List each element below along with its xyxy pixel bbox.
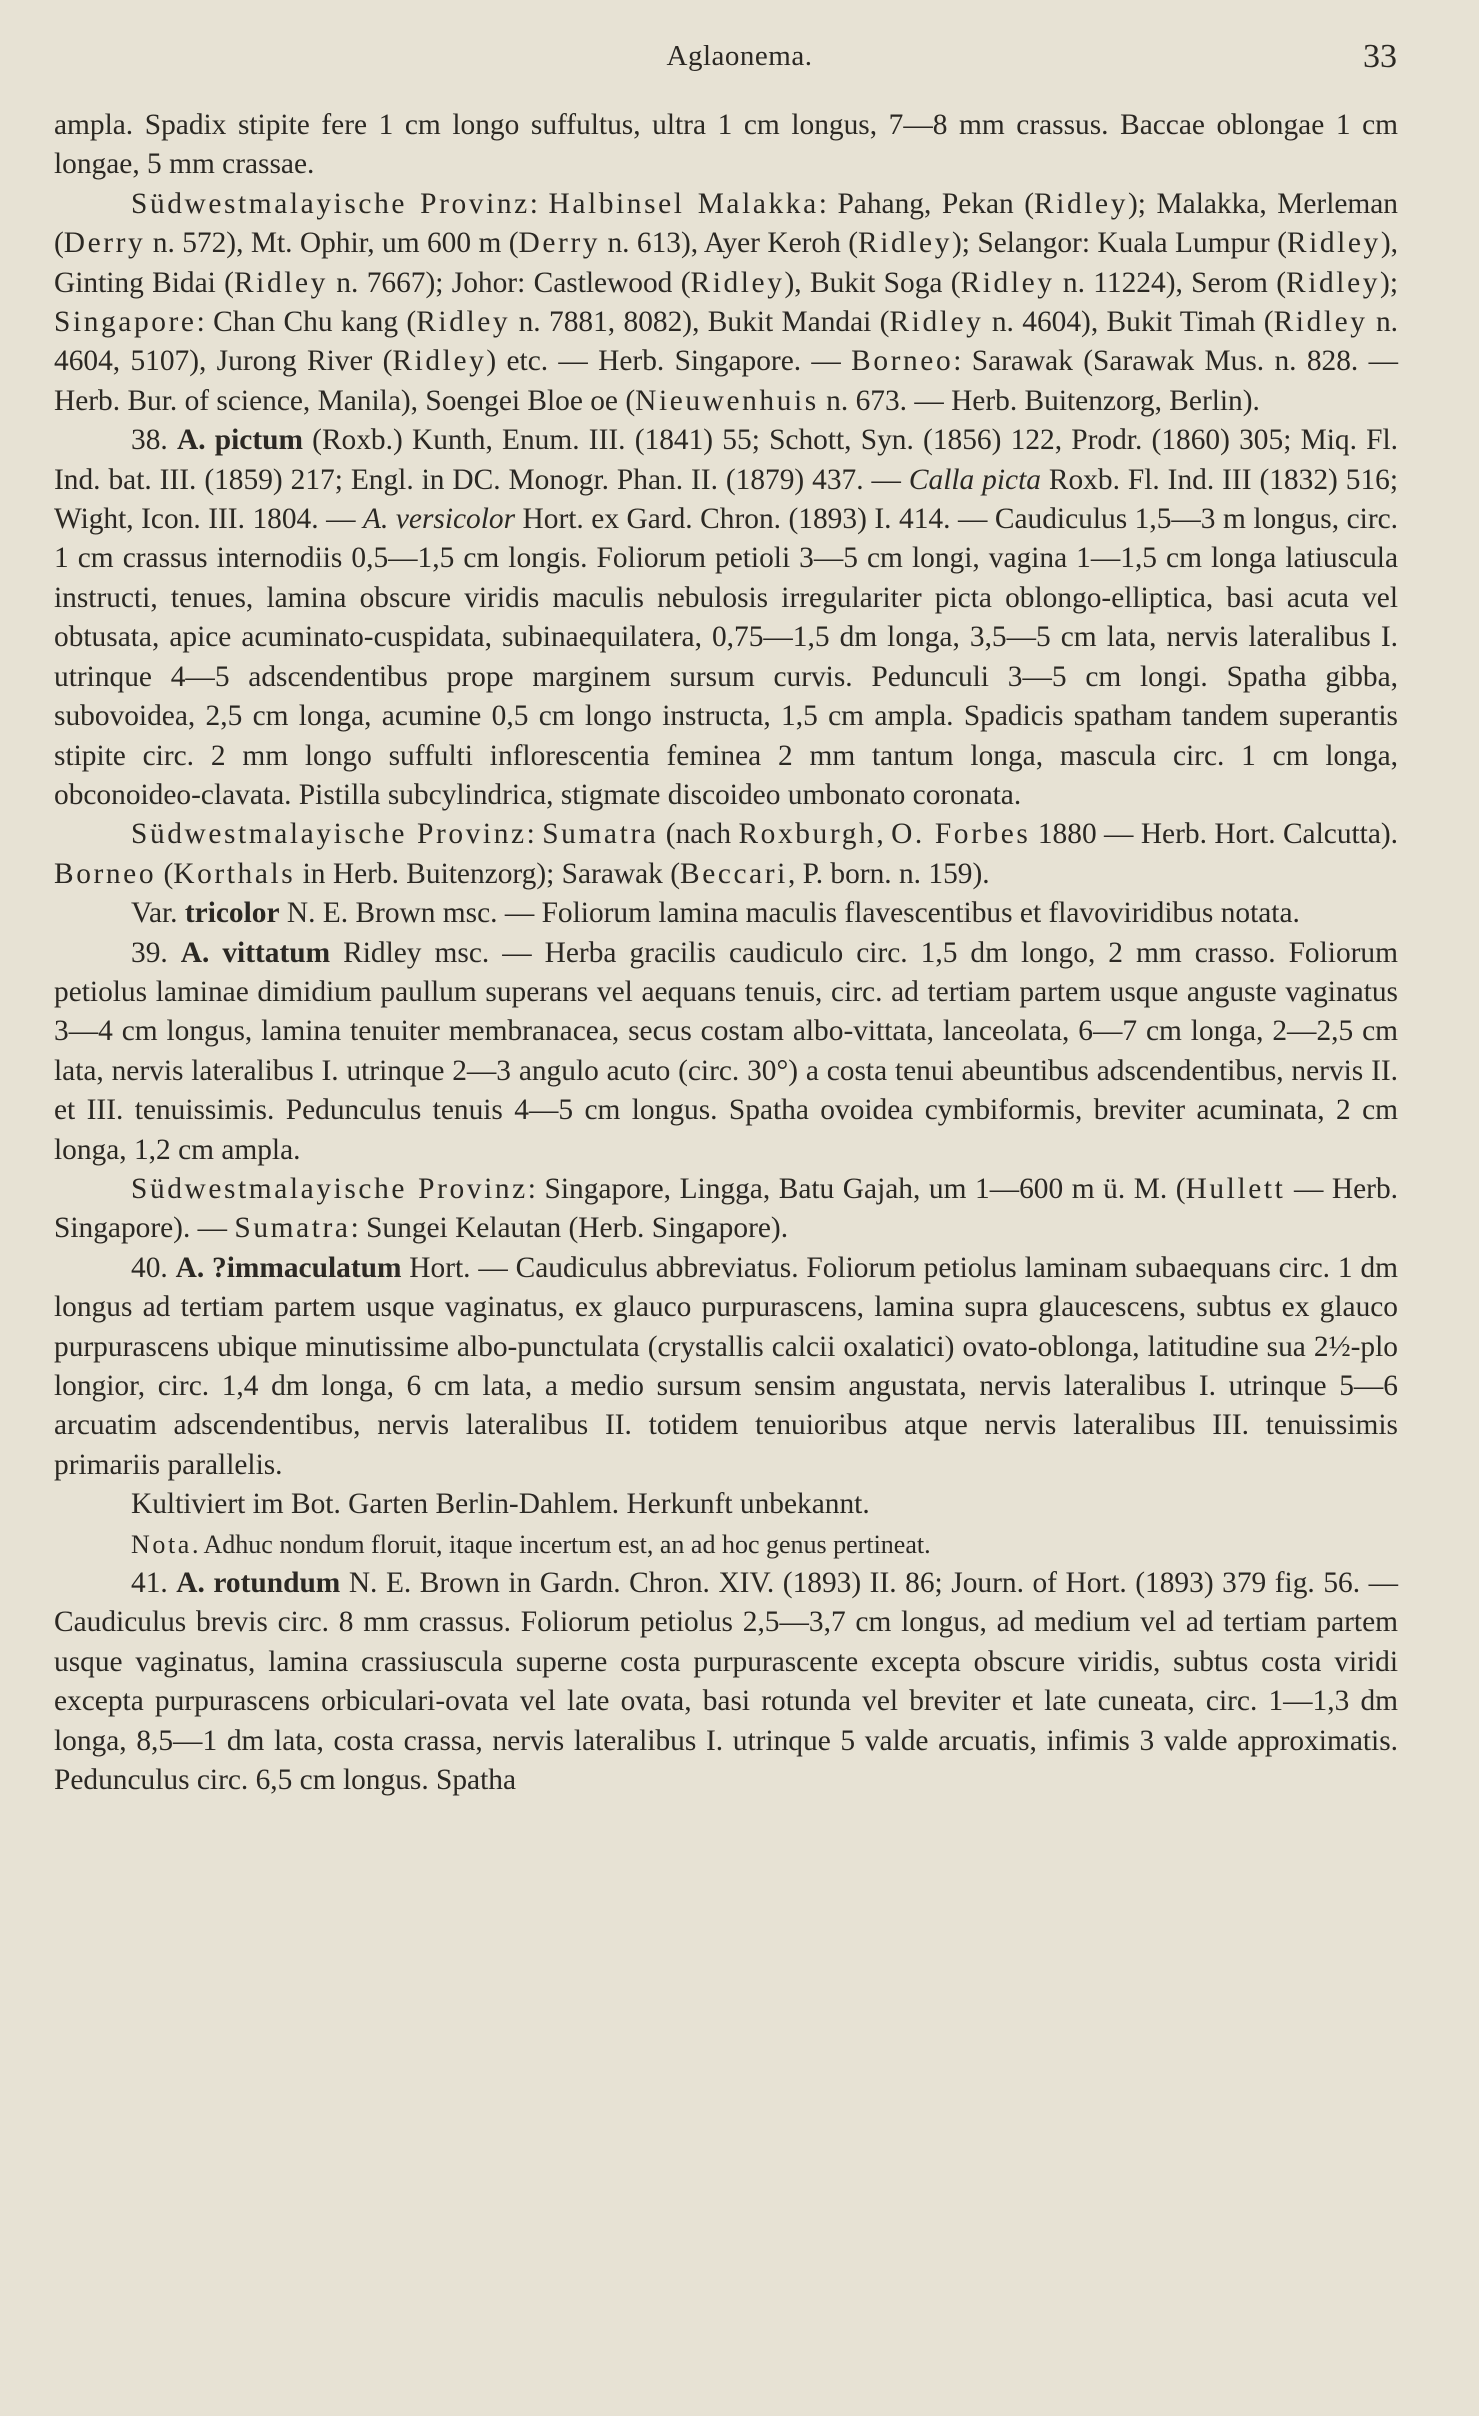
text-run: : [529, 187, 549, 220]
species-name: A. vittatum [180, 936, 331, 969]
text-run: n. 7667); Johor: Castlewood ( [327, 266, 691, 299]
text-run: n. 572), Mt. Ophir, um 600 m ( [145, 227, 519, 260]
text-run: : Chan Chu kang ( [196, 306, 417, 339]
text-run: : Singapore, Lingga, Batu Gajah, um 1—600 m ü. M. ( [527, 1172, 1186, 1205]
text-run: N. E. Brown in Gardn. Chron. XIV. (1893) II. 86; Journ. of Hort. (1893) 379 fig. 56. — Caudiculus brevis circ. 8 mm crassus. Foliorum petiolus 2,5—3,7 cm longus, ad medium vel ad tertiam partem usque vaginatus, lamina crassiuscula superne costa purpurascente excepta obscure viridis, subtus costa viridi excepta purpurascens orbiculari-ovata vel late ovata, basi rotunda vel breviter et late cuneata, circ. 1—1,3 dm longa, 8,5—1 dm lata, costa crassa, nervis lateralibus I. utrinque 5 valde arcuatis, infimis 3 valde approximatis. Pedunculus circ. 6,5 cm longus. Spatha [54, 1567, 1398, 1797]
text-run: n. 11224), Serom ( [1054, 266, 1287, 299]
text-run: in Herb. Buitenzorg); Sarawak ( [295, 857, 680, 890]
paragraph-distribution [54, 1170, 1398, 1249]
spaced-name: Ridley [416, 306, 511, 339]
species-name: A. pictum [176, 424, 303, 457]
text-run: n. 4604), Bukit Timah ( [983, 306, 1274, 339]
text-run: ); Selangor: Kuala Lumpur ( [952, 227, 1287, 260]
text-run: n. 613), Ayer Keroh ( [600, 227, 859, 260]
running-header [0, 38, 1479, 78]
text-run: : Sarawak (Sarawak Mus. n. 828. — Herb. Bur. of science, Manila), Soengei Bloe oe ( [54, 345, 1398, 417]
text-run: : Sungei Kelautan (Herb. Singapore). [350, 1212, 789, 1245]
spaced-name: Borneo [851, 345, 954, 378]
spaced-name: Nota [131, 1529, 192, 1559]
running-title: Aglaonema. [666, 40, 813, 72]
spaced-name: Derry [63, 227, 146, 260]
text-run: n. 4604, 5107), Jurong River ( [54, 306, 1399, 378]
spaced-name: O. Forbes [891, 818, 1031, 851]
text-run: 40. [131, 1251, 176, 1284]
text-run: Hort. ex Gard. Chron. (1893) I. 414. — Caudiculus 1,5—3 m longus, circ. 1 cm crassus internodiis 0,5—1,5 cm longis. Foliorum petioli 3—5 cm longi, vagina 1—1,5 cm longa latiuscula instructi, tenues, lamina obscure viridis maculis nebulosis irregulariter picta oblongo-elliptica, basi acuta vel obtusata, apice acuminato-cuspidata, subinaequilatera, 0,75—1,5 dm longa, 3,5—5 cm lata, nervis lateralibus I. utrinque 4—5 adscendentibus prope marginem sursum curvis. Pedunculi 3—5 cm longi. Spatha gibba, subovoidea, 2,5 cm longa, acumine 0,5 cm longo instructa, 1,5 cm ampla. Spadicis spatham tandem superantis stipite circ. 2 mm longo suffulti inflorescentia feminea 2 mm tantum longa, mascula circ. 1 cm longa, obconoideo-clavata. Pistilla subcylindrica, stigmate discoideo umbonato coronata. [54, 503, 1399, 811]
spaced-name: Ridley [858, 227, 952, 260]
spaced-name: Südwestmalayische Provinz [131, 187, 530, 220]
text-run: . Adhuc nondum floruit, itaque incertum est, an ad hoc genus pertineat. [191, 1529, 931, 1559]
spaced-name: Ridley [1286, 227, 1381, 260]
text-run: Roxb. Fl. Ind. III (1832) 516; Wight, Icon. III. 1804. — [54, 463, 1398, 536]
text-run: ); Malakka, Merleman ( [54, 187, 1399, 260]
text-run: — Herb. Singapore). — [54, 1172, 1398, 1245]
text-run: n. 7881, 8082), Bukit Mandai ( [510, 306, 890, 339]
text-run: Kultiviert im Bot. Garten Berlin-Dahlem. Herkunft unbekannt. [131, 1488, 870, 1521]
paragraph-species-40 [54, 1249, 1398, 1485]
text-run: (nach [658, 818, 739, 851]
text-run: (Roxb.) Kunth, Enum. III. (1841) 55; Schott, Syn. (1856) 122, Prodr. (1860) 305; Miq. Fl. Ind. bat. III. (1859) 217; Engl. in DC. Monogr. Phan. II. (1879) 437. — [54, 424, 1398, 496]
species-name: A. rotundum [176, 1567, 341, 1600]
spaced-name: Ridley [392, 345, 487, 378]
text-run: N. E. Brown msc. — Foliorum lamina maculis flavescentibus et flavoviridibus notata. [279, 897, 1300, 930]
text-run: ), Ginting Bidai ( [54, 227, 1398, 299]
spaced-name: Derry [518, 227, 601, 260]
spaced-name: Beccari [680, 857, 788, 890]
spaced-name: Ridley [1273, 306, 1368, 339]
spaced-name: Borneo [54, 857, 157, 890]
page-number: 33 [1363, 38, 1397, 75]
text-run: Var. [131, 897, 185, 930]
paragraph-note [54, 1525, 1398, 1564]
spaced-name: Korthals [173, 857, 296, 890]
paragraph-cultivation [54, 1485, 1398, 1524]
text-run: ampla. Spadix stipite fere 1 cm longo suffultus, ultra 1 cm longus, 7—8 mm crassus. Baccae oblongae 1 cm longae, 5 mm crassae. [54, 109, 1398, 181]
species-name: A. ?immaculatum [175, 1251, 402, 1284]
spaced-name: Roxburgh [738, 818, 877, 851]
synonym-name: A. versicolor [363, 503, 516, 536]
paragraph-variety [54, 894, 1398, 933]
text-run: Hort. — Caudiculus abbreviatus. Foliorum petiolus laminam subaequans circ. 1 dm longus ad tertiam partem usque vaginatus, ex glauco purpurascens, lamina supra glaucescens, subtus ex glauco purpurascens ubique minutissime albo-punctulata (crystallis calcii oxalatici) ovato-oblonga, latitudine sua 2½-plo longior, circ. 1,4 dm longa, 6 cm lata, a medio sursum sensim angustata, nervis lateralibus I. utrinque 5—6 arcuatim adscendentibus, nervis lateralibus II. totidem tenuioribus atque nervis lateralibus III. tenuissimis primariis parallelis. [54, 1251, 1399, 1481]
text-run: : [526, 818, 543, 851]
text-run: : Pahang, Pekan ( [818, 187, 1035, 220]
paragraph-distribution [54, 815, 1398, 894]
spaced-name: Sumatra [234, 1212, 351, 1245]
paragraph-species-38 [54, 421, 1398, 815]
page-body [54, 106, 1398, 1800]
spaced-name: Hullett [1185, 1172, 1286, 1205]
spaced-name: Sumatra [542, 818, 659, 851]
text-run: n. 673. — Herb. Buitenzorg, Berlin). [818, 384, 1260, 417]
text-run: 39. [131, 936, 181, 969]
text-run: 41. [131, 1567, 177, 1600]
spaced-name: Ridley [960, 266, 1055, 299]
spaced-name: Südwestmalayische Provinz [131, 818, 527, 851]
text-run: , P. born. n. 159). [787, 857, 990, 890]
text-run: ( [156, 857, 174, 890]
spaced-name: Ridley [889, 306, 984, 339]
text-run: ), Bukit Soga ( [784, 266, 961, 299]
text-run: 1880 — Herb. Hort. Calcutta). [1030, 818, 1399, 851]
text-run: Ridley msc. — Herba gracilis caudiculo circ. 1,5 dm longo, 2 mm crasso. Foliorum petiolus laminae dimidium paullum superans vel aequans tenuis, circ. ad tertiam partem usque anguste vaginatus 3—4 cm longus, lamina tenuiter membranacea, secus costam albo-vittata, lanceolata, 6—7 cm longa, 2—2,5 cm lata, nervis lateralibus I. utrinque 2—3 angulo acuto (circ. 30°) a costa tenui abeuntibus adscendentibus, nervis II. et III. tenuissimis. Pedunculus tenuis 4—5 cm longus. Spatha ovoidea cymbiformis, breviter acuminata, 2 cm longa, 1,2 cm ampla. [54, 936, 1398, 1166]
spaced-name: Ridley [690, 266, 785, 299]
spaced-name: Halbinsel Malakka [548, 187, 819, 220]
spaced-name: Südwestmalayische Provinz [131, 1172, 528, 1205]
text-run: , [876, 818, 892, 851]
species-name: tricolor [184, 897, 280, 930]
text-run: 38. [131, 424, 177, 457]
spaced-name: Ridley [1034, 187, 1129, 220]
paragraph-distribution [54, 185, 1398, 421]
paragraph-species-39 [54, 934, 1398, 1170]
spaced-name: Nieuwenhuis [635, 384, 819, 417]
text-run: ) etc. — Herb. Singapore. — [486, 345, 852, 378]
spaced-name: Ridley [233, 266, 328, 299]
paragraph-species-41 [54, 1564, 1398, 1800]
spaced-name: Singapore [54, 306, 197, 339]
text-run: ); [1380, 266, 1398, 299]
synonym-name: Calla picta [908, 463, 1041, 496]
paragraph-continuation [54, 106, 1398, 185]
spaced-name: Ridley [1286, 266, 1381, 299]
